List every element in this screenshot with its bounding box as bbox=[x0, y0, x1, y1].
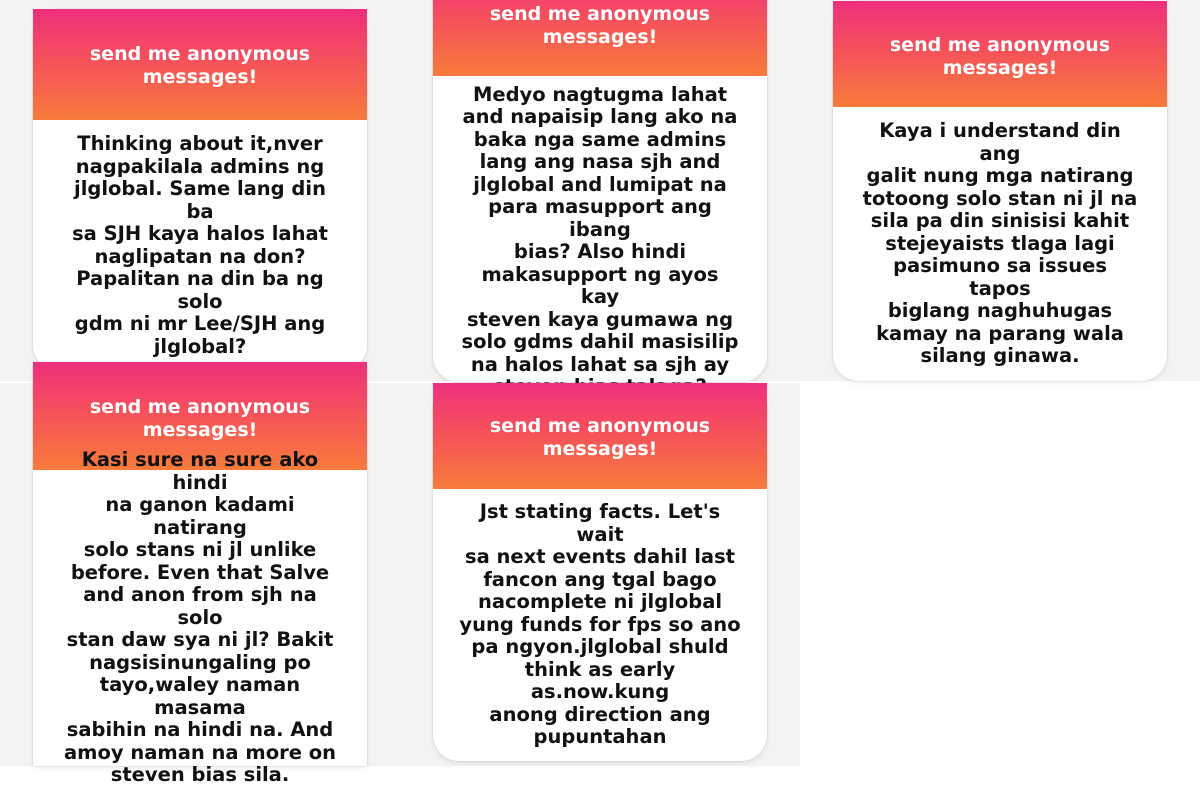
message-text: Medyo nagtugma lahat and napaisip lang ako na baka nga same admins lang ang nasa sjh and jlglobal and lumipat na para masupport ang ibang bias? Also hindi makasupport ng ayos kay steven kaya gumawa ng solo gdms dahil masisilip na halos lahat sa sjh ay bbox=[461, 82, 739, 376]
card-header-title: send me anonymous messages! bbox=[89, 43, 311, 88]
question-card bbox=[33, 362, 367, 787]
card-body bbox=[33, 120, 367, 371]
card-body bbox=[433, 489, 767, 761]
card-header bbox=[833, 1, 1167, 107]
card-body bbox=[833, 107, 1167, 381]
card-header-title: send me anonymous messages! bbox=[489, 3, 711, 48]
message-text: Kaya i understand din ang galit nung mga natirang totoong solo stan ni jl na sila pa din sinisisi kahit stejeyaists tlaga lagi pasimuno sa issues tapos biglang naghuhugas kamay na parang wala silang ginawa. bbox=[862, 119, 1138, 368]
card-header bbox=[33, 9, 367, 120]
message-text: Jst stating facts. Let's wait sa next events dahil last fancon ang tgal bago nacomplete ni jlglobal yung funds for fps so ano pa ngyon.jlglobal shuld think as early as.now.kung anong direction ang pupuntahan bbox=[459, 500, 741, 749]
card-header bbox=[433, 0, 767, 76]
message-text: Kasi sure na sure ako hindi na ganon kadami natirang solo stans ni jl unlike before. Even that Salve and anon from sjh na solo stan daw sya ni jl? Bakit nagsisinungaling po tayo,waley naman masama sabihin na hindi na. And amoy naman na more on steven bias sila. bbox=[63, 448, 337, 787]
card-header bbox=[433, 383, 767, 489]
card-body bbox=[433, 82, 767, 376]
card-body bbox=[33, 448, 367, 787]
card-header-title: send me anonymous messages! bbox=[489, 415, 711, 460]
card-header-title: send me anonymous messages! bbox=[889, 34, 1111, 79]
question-card bbox=[433, 0, 767, 382]
message-text: Thinking about it,nver nagpakilala admins ng jlglobal. Same lang din ba sa SJH kaya halos lahat naglipatan na don? Papalitan na din ba ng solo gdm ni mr Lee/SJH ang jlglobal? bbox=[72, 132, 328, 358]
question-card bbox=[433, 383, 767, 761]
card-header-title: send me anonymous messages! bbox=[89, 396, 311, 441]
question-card bbox=[33, 9, 367, 371]
question-card bbox=[833, 1, 1167, 381]
